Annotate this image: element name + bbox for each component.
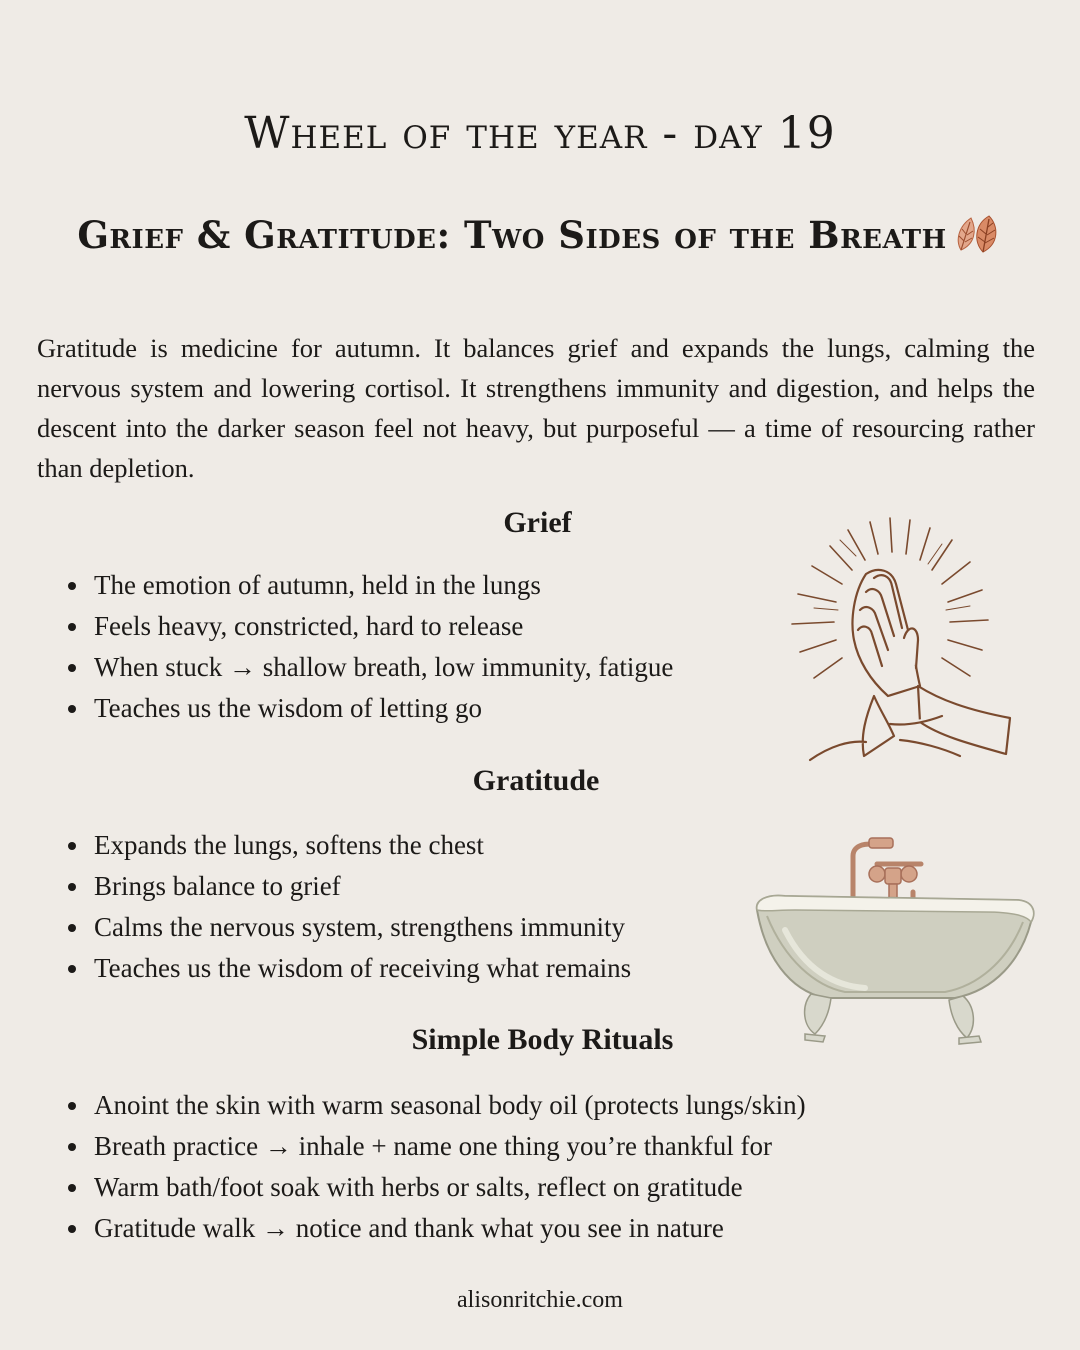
grief-list bbox=[60, 565, 673, 729]
section-heading-grief: Grief bbox=[503, 506, 572, 539]
list-item: Expands the lungs, softens the chest bbox=[60, 825, 631, 866]
list-item: Teaches us the wisdom of letting go bbox=[60, 688, 673, 729]
praying-hands-illustration bbox=[770, 510, 1025, 770]
clawfoot-bathtub-illustration bbox=[745, 830, 1040, 1050]
section-heading-rituals: Simple Body Rituals bbox=[411, 1023, 674, 1056]
list-item: Warm bath/foot soak with herbs or salts, reflect on gratitude bbox=[60, 1167, 806, 1208]
list-item: Breath practice → inhale + name one thing you’re thankful for bbox=[60, 1126, 806, 1167]
footer-website: alisonritchie.com bbox=[457, 1287, 623, 1313]
autumn-leaves-icon bbox=[953, 214, 1003, 254]
list-item: Anoint the skin with warm seasonal body oil (protects lungs/skin) bbox=[60, 1085, 806, 1126]
gratitude-list bbox=[60, 825, 631, 989]
intro-paragraph: Gratitude is medicine for autumn. It balances grief and expands the lungs, calming the nervous system and lowering cortisol. It strengthens immunity and digestion, and helps the descent into the darker season feel not heavy, but purposeful — a time of resourcing rather than depletion. bbox=[37, 333, 1035, 483]
page-title: Wheel of the year - day 19 bbox=[244, 108, 836, 159]
list-item: Gratitude walk → notice and thank what you see in nature bbox=[60, 1208, 806, 1249]
list-item: Feels heavy, constricted, hard to release bbox=[60, 606, 673, 647]
rituals-list bbox=[60, 1085, 806, 1249]
subtitle-text: Grief & Gratitude: Two Sides of the Breath bbox=[77, 213, 947, 257]
list-item: Brings balance to grief bbox=[60, 866, 631, 907]
list-item: Calms the nervous system, strengthens immunity bbox=[60, 907, 631, 948]
list-item: Teaches us the wisdom of receiving what remains bbox=[60, 948, 631, 989]
list-item: When stuck → shallow breath, low immunity, fatigue bbox=[60, 647, 673, 688]
page-subtitle bbox=[0, 213, 1080, 257]
section-heading-gratitude: Gratitude bbox=[472, 764, 600, 797]
list-item: The emotion of autumn, held in the lungs bbox=[60, 565, 673, 606]
